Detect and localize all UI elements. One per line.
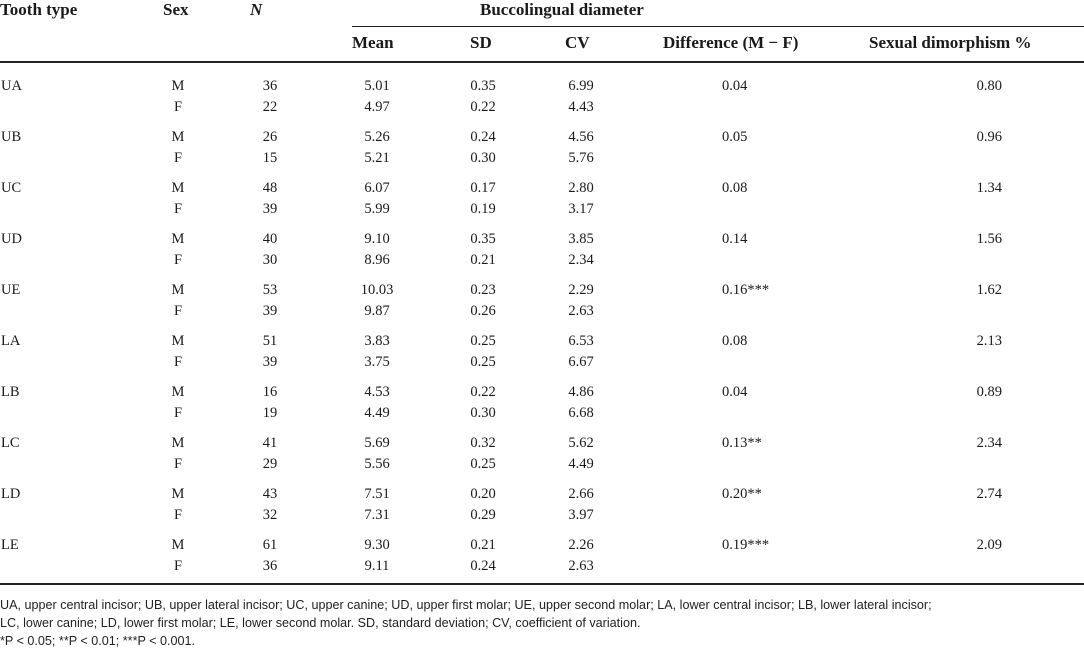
sex-cell: M (171, 78, 185, 94)
sex-cell: F (173, 507, 183, 523)
dimorphism-cell: 0.80 (976, 78, 1002, 94)
cv-cell: 4.43 (568, 99, 594, 115)
cv-cell: 2.29 (568, 282, 594, 298)
mean-cell: 3.83 (364, 333, 390, 349)
n-cell: 39 (262, 303, 278, 319)
header-rule (0, 61, 1084, 63)
sex-cell: F (173, 252, 183, 268)
cv-cell: 5.62 (568, 435, 594, 451)
sd-cell: 0.17 (470, 180, 496, 196)
cv-cell: 6.67 (568, 354, 594, 370)
mean-cell: 3.75 (364, 354, 390, 370)
footnote-significance: *P < 0.05; **P < 0.01; ***P < 0.001. (0, 634, 196, 648)
sd-cell: 0.22 (470, 99, 496, 115)
n-cell: 41 (262, 435, 278, 451)
dimorphism-cell: 0.96 (976, 129, 1002, 145)
cv-cell: 2.34 (568, 252, 594, 268)
header-cv: CV (565, 33, 590, 52)
cv-cell: 2.66 (568, 486, 594, 502)
n-cell: 30 (262, 252, 278, 268)
tooth-type-cell: LE (1, 537, 19, 553)
n-cell: 40 (262, 231, 278, 247)
dimorphism-cell: 2.74 (976, 486, 1002, 502)
difference-cell: 0.13** (722, 435, 762, 451)
cv-cell: 2.26 (568, 537, 594, 553)
dimorphism-cell: 1.34 (976, 180, 1002, 196)
n-cell: 51 (262, 333, 278, 349)
cv-cell: 6.68 (568, 405, 594, 421)
mean-cell: 4.53 (364, 384, 390, 400)
sd-cell: 0.35 (470, 78, 496, 94)
mean-cell: 7.51 (364, 486, 390, 502)
tooth-type-cell: UE (1, 282, 21, 298)
n-cell: 15 (262, 150, 278, 166)
n-cell: 39 (262, 201, 278, 217)
tooth-type-cell: LD (1, 486, 21, 502)
mean-cell: 6.07 (364, 180, 390, 196)
mean-cell: 5.69 (364, 435, 390, 451)
tooth-type-cell: UA (1, 78, 22, 94)
sex-cell: M (171, 333, 185, 349)
n-cell: 29 (262, 456, 278, 472)
sd-cell: 0.21 (470, 252, 496, 268)
sd-cell: 0.22 (470, 384, 496, 400)
sex-cell: M (171, 129, 185, 145)
mean-cell: 5.56 (364, 456, 390, 472)
difference-cell: 0.16*** (722, 282, 770, 298)
sex-cell: F (173, 405, 183, 421)
cv-cell: 2.80 (568, 180, 594, 196)
cv-cell: 3.17 (568, 201, 594, 217)
footnote-abbreviations-2: LC, lower canine; LD, lower first molar; LE, lower second molar. SD, standard deviation; CV, coefficient of variation. (0, 616, 641, 630)
sd-cell: 0.24 (470, 558, 496, 574)
cv-cell: 3.85 (568, 231, 594, 247)
mean-cell: 10.03 (360, 282, 394, 298)
header-difference: Difference (M − F) (663, 33, 799, 52)
sex-cell: M (171, 384, 185, 400)
n-cell: 39 (262, 354, 278, 370)
sex-cell: M (171, 435, 185, 451)
difference-cell: 0.14 (722, 231, 748, 247)
cv-cell: 5.76 (568, 150, 594, 166)
sex-cell: M (171, 180, 185, 196)
n-cell: 32 (262, 507, 278, 523)
header-tooth-type: Tooth type (0, 0, 78, 19)
sex-cell: M (171, 486, 185, 502)
sex-cell: F (173, 150, 183, 166)
header-sexual-dimorphism: Sexual dimorphism % (869, 33, 1032, 52)
mean-cell: 9.11 (364, 558, 390, 574)
bottom-rule (0, 583, 1084, 585)
header-sex: Sex (163, 0, 189, 19)
sex-cell: M (171, 537, 185, 553)
sex-cell: F (173, 99, 183, 115)
tooth-type-cell: UC (1, 180, 22, 196)
n-cell: 36 (262, 78, 278, 94)
difference-cell: 0.08 (722, 180, 748, 196)
n-cell: 43 (262, 486, 278, 502)
dimorphism-cell: 1.62 (976, 282, 1002, 298)
difference-cell: 0.04 (722, 78, 748, 94)
sd-cell: 0.35 (470, 231, 496, 247)
tooth-type-cell: LB (1, 384, 20, 400)
mean-cell: 5.21 (364, 150, 390, 166)
header-buccolingual-diameter: Buccolingual diameter (480, 0, 644, 19)
difference-cell: 0.08 (722, 333, 748, 349)
cv-cell: 4.86 (568, 384, 594, 400)
cv-cell: 2.63 (568, 558, 594, 574)
mean-cell: 9.30 (364, 537, 390, 553)
sd-cell: 0.19 (470, 201, 496, 217)
sd-cell: 0.20 (470, 486, 496, 502)
n-cell: 61 (262, 537, 278, 553)
mean-cell: 5.99 (364, 201, 390, 217)
sd-cell: 0.25 (470, 456, 496, 472)
sd-cell: 0.32 (470, 435, 496, 451)
mean-cell: 9.87 (364, 303, 390, 319)
sd-cell: 0.29 (470, 507, 496, 523)
sex-cell: F (173, 558, 183, 574)
sd-cell: 0.25 (470, 354, 496, 370)
sd-cell: 0.26 (470, 303, 496, 319)
difference-cell: 0.05 (722, 129, 748, 145)
mean-cell: 4.97 (364, 99, 390, 115)
cv-cell: 6.53 (568, 333, 594, 349)
sex-cell: F (173, 354, 183, 370)
cv-cell: 3.97 (568, 507, 594, 523)
n-cell: 48 (262, 180, 278, 196)
tooth-type-cell: UD (1, 231, 22, 247)
sd-cell: 0.30 (470, 150, 496, 166)
tooth-type-cell: LA (1, 333, 21, 349)
difference-cell: 0.20** (722, 486, 762, 502)
tooth-type-cell: UB (1, 129, 22, 145)
sd-cell: 0.30 (470, 405, 496, 421)
tooth-type-cell: LC (1, 435, 20, 451)
group-underline (352, 26, 1084, 27)
n-cell: 53 (262, 282, 278, 298)
n-cell: 19 (262, 405, 278, 421)
sd-cell: 0.25 (470, 333, 496, 349)
sd-cell: 0.23 (470, 282, 496, 298)
header-n: N (250, 0, 263, 19)
cv-cell: 6.99 (568, 78, 594, 94)
sd-cell: 0.24 (470, 129, 496, 145)
sex-cell: F (173, 201, 183, 217)
dimorphism-cell: 0.89 (976, 384, 1002, 400)
sex-cell: F (173, 303, 183, 319)
dimorphism-cell: 2.09 (976, 537, 1002, 553)
difference-cell: 0.04 (722, 384, 748, 400)
mean-cell: 4.49 (364, 405, 390, 421)
n-cell: 16 (262, 384, 278, 400)
cv-cell: 4.56 (568, 129, 594, 145)
sex-cell: M (171, 282, 185, 298)
sd-cell: 0.21 (470, 537, 496, 553)
sex-cell: F (173, 456, 183, 472)
cv-cell: 2.63 (568, 303, 594, 319)
header-sd: SD (470, 33, 492, 52)
dimorphism-cell: 1.56 (976, 231, 1002, 247)
difference-cell: 0.19*** (722, 537, 770, 553)
footnote-abbreviations-1: UA, upper central incisor; UB, upper lateral incisor; UC, upper canine; UD, upper first molar; UE, upper second molar; LA, lower central incisor; LB, lower lateral incisor; (0, 598, 932, 612)
mean-cell: 7.31 (364, 507, 390, 523)
sex-cell: M (171, 231, 185, 247)
n-cell: 22 (262, 99, 278, 115)
cv-cell: 4.49 (568, 456, 594, 472)
mean-cell: 9.10 (364, 231, 390, 247)
mean-cell: 5.26 (364, 129, 390, 145)
n-cell: 36 (262, 558, 278, 574)
table-footnotes (0, 596, 1084, 650)
mean-cell: 5.01 (364, 78, 390, 94)
header-mean: Mean (352, 33, 394, 52)
mean-cell: 8.96 (364, 252, 390, 268)
dimorphism-cell: 2.34 (976, 435, 1002, 451)
n-cell: 26 (262, 129, 278, 145)
dimorphism-cell: 2.13 (976, 333, 1002, 349)
